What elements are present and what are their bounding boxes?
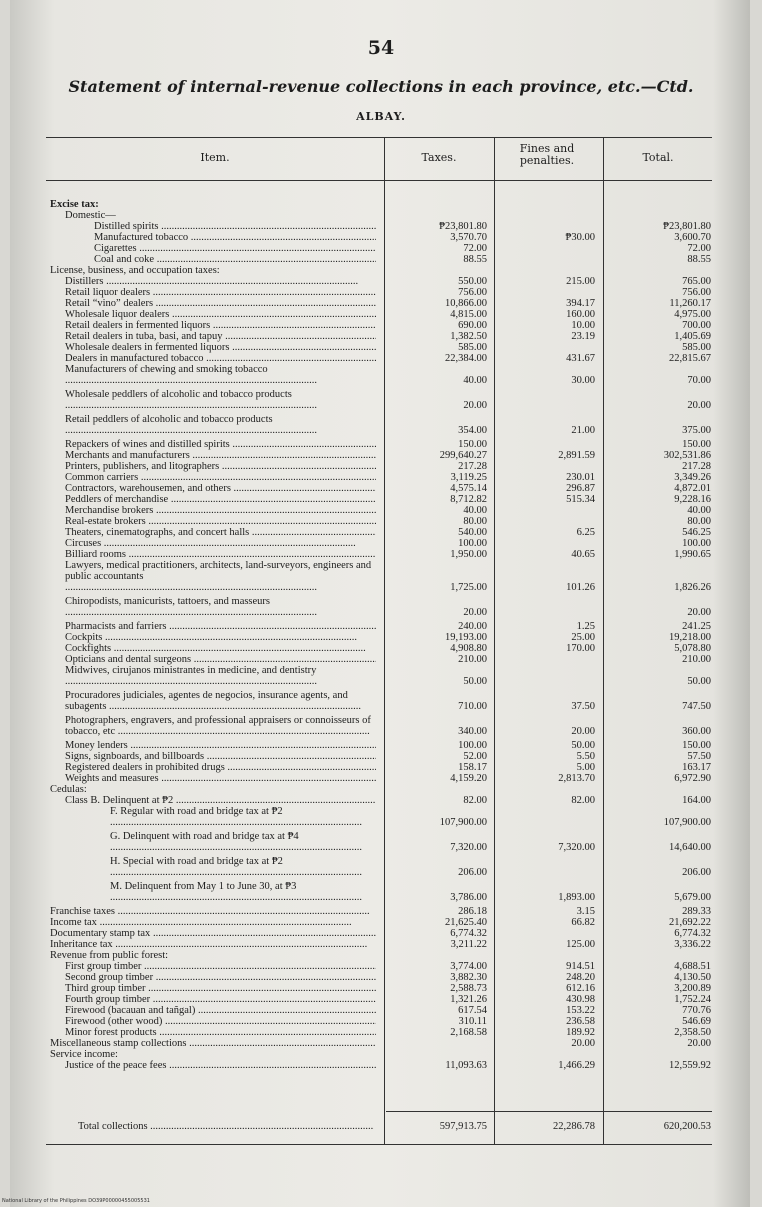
row-total: 4,872.01 — [674, 483, 711, 494]
row-label: Procuradores judiciales, agentes de negocios, insurance agents, and subagents ..... — [65, 690, 376, 712]
row-total: 756.00 — [682, 287, 711, 298]
row-label: Peddlers of merchandise ..... — [65, 494, 376, 505]
row-taxes: 100.00 — [458, 740, 487, 751]
table-row — [0, 740, 762, 751]
row-taxes: 158.17 — [458, 762, 487, 773]
row-fines: 82.00 — [571, 795, 595, 806]
column-header-total: Total. — [642, 151, 674, 164]
row-total: 1,405.69 — [674, 331, 711, 342]
column-header-fines: Fines and penalties. — [519, 142, 575, 167]
table-row — [0, 199, 762, 210]
row-label: Pharmacists and farriers ..... — [65, 621, 376, 632]
row-label: Dealers in manufactured tobacco ..... — [65, 353, 376, 364]
row-total: 1,752.24 — [674, 994, 711, 1005]
row-label: Income tax ..... — [50, 917, 376, 928]
column-header-taxes: Taxes. — [421, 151, 457, 164]
row-taxes: 3,119.25 — [450, 472, 487, 483]
row-fines: 21.00 — [571, 425, 595, 436]
total-label: Total collections ..... — [78, 1121, 374, 1132]
row-fines: 236.58 — [566, 1016, 595, 1027]
table-row — [0, 665, 762, 687]
row-label: Justice of the peace fees ..... — [65, 1060, 376, 1071]
row-fines: 5.50 — [576, 751, 595, 762]
row-fines: 7,320.00 — [558, 842, 595, 853]
table-row — [0, 632, 762, 643]
row-label: Registered dealers in prohibited drugs ..... — [65, 762, 376, 773]
row-fines: 153.22 — [566, 1005, 595, 1016]
row-label: Distillers ..... — [65, 276, 376, 287]
total-taxes: 597,913.75 — [439, 1121, 487, 1132]
row-fines: 296.87 — [566, 483, 595, 494]
row-taxes: 21,625.40 — [445, 917, 487, 928]
row-total: 57.50 — [687, 751, 711, 762]
row-total: 217.28 — [682, 461, 711, 472]
table-row — [0, 389, 762, 411]
row-label: M. Delinquent from May 1 to June 30, at ₱3 ..... — [110, 881, 376, 903]
table-row — [0, 516, 762, 527]
row-fines: 515.34 — [566, 494, 595, 505]
table-row — [0, 762, 762, 773]
row-total: 546.69 — [682, 1016, 711, 1027]
row-total: 72.00 — [687, 243, 711, 254]
row-taxes: 100.00 — [458, 538, 487, 549]
row-total: 20.00 — [687, 400, 711, 411]
row-label: Fourth group timber ..... — [65, 994, 376, 1005]
row-fines: 40.65 — [571, 549, 595, 560]
table-row — [0, 450, 762, 461]
row-total: 19,218.00 — [669, 632, 711, 643]
row-total: 80.00 — [687, 516, 711, 527]
row-fines: 50.00 — [571, 740, 595, 751]
row-fines: 6.25 — [576, 527, 595, 538]
row-total: 546.25 — [682, 527, 711, 538]
row-label: G. Delinquent with road and bridge tax at ₱4 ..... — [110, 831, 376, 853]
row-total: 1,826.26 — [674, 582, 711, 593]
row-label: Merchants and manufacturers ..... — [65, 450, 376, 461]
row-fines: 10.00 — [571, 320, 595, 331]
row-fines: 248.20 — [566, 972, 595, 983]
table-row — [0, 243, 762, 254]
table-row — [0, 1038, 762, 1049]
table-row — [0, 439, 762, 450]
table-row — [0, 353, 762, 364]
row-label: Third group timber ..... — [65, 983, 376, 994]
row-taxes: 217.28 — [458, 461, 487, 472]
row-fines: 430.98 — [566, 994, 595, 1005]
row-taxes: 1,725.00 — [450, 582, 487, 593]
row-label: Manufactured tobacco ..... — [94, 232, 376, 243]
row-taxes: 286.18 — [458, 906, 487, 917]
table-row — [0, 527, 762, 538]
row-label: Midwives, cirujanos ministrantes in medicine, and dentistry ..... — [65, 665, 376, 687]
row-label: Common carriers ..... — [65, 472, 376, 483]
row-fines: ₱30.00 — [565, 232, 595, 243]
row-label: Franchise taxes ..... — [50, 906, 376, 917]
row-total: 3,600.70 — [674, 232, 711, 243]
row-taxes: 7,320.00 — [450, 842, 487, 853]
province-heading: ALBAY. — [356, 110, 406, 123]
row-taxes: 40.00 — [463, 375, 487, 386]
row-total: 20.00 — [687, 1038, 711, 1049]
row-label: Signs, signboards, and billboards ..... — [65, 751, 376, 762]
table-row — [0, 654, 762, 665]
row-taxes: 22,384.00 — [445, 353, 487, 364]
row-label: First group timber ..... — [65, 961, 376, 972]
row-total: 360.00 — [682, 726, 711, 737]
row-label: Documentary stamp tax ..... — [50, 928, 376, 939]
row-taxes: 88.55 — [463, 254, 487, 265]
row-label: Theaters, cinematographs, and concert halls ..... — [65, 527, 376, 538]
row-taxes: 3,882.30 — [450, 972, 487, 983]
table-row — [0, 643, 762, 654]
row-total: 585.00 — [682, 342, 711, 353]
row-taxes: 540.00 — [458, 527, 487, 538]
table-row — [0, 265, 762, 276]
row-label: Wholesale liquor dealers ..... — [65, 309, 376, 320]
row-total: 88.55 — [687, 254, 711, 265]
row-fines: 215.00 — [566, 276, 595, 287]
row-label: Firewood (other wood) ..... — [65, 1016, 376, 1027]
row-taxes: 3,786.00 — [450, 892, 487, 903]
row-total: 150.00 — [682, 740, 711, 751]
table-row — [0, 483, 762, 494]
row-total: 107,900.00 — [663, 817, 711, 828]
row-fines: 2,891.59 — [558, 450, 595, 461]
table-row — [0, 1027, 762, 1038]
row-label: Cockfights ..... — [65, 643, 376, 654]
row-taxes: 19,193.00 — [445, 632, 487, 643]
row-fines: 101.26 — [566, 582, 595, 593]
row-taxes: 340.00 — [458, 726, 487, 737]
table-row — [0, 751, 762, 762]
row-fines: 23.19 — [571, 331, 595, 342]
row-fines: 66.82 — [571, 917, 595, 928]
row-taxes: 82.00 — [463, 795, 487, 806]
row-total: 5,679.00 — [674, 892, 711, 903]
row-total: 14,640.00 — [669, 842, 711, 853]
row-taxes: 585.00 — [458, 342, 487, 353]
scan-footer: National Library of the Philippines DO39P00000455005531 — [2, 1198, 150, 1204]
row-fines: 914.51 — [566, 961, 595, 972]
row-label: Excise tax: — [50, 199, 99, 210]
row-total: 70.00 — [687, 375, 711, 386]
row-taxes: 150.00 — [458, 439, 487, 450]
row-fines: 1.25 — [576, 621, 595, 632]
row-taxes: 4,159.20 — [450, 773, 487, 784]
row-fines: 160.00 — [566, 309, 595, 320]
table-row — [0, 950, 762, 961]
table-row — [0, 994, 762, 1005]
row-label: Real-estate brokers ..... — [65, 516, 376, 527]
row-taxes: 11,093.63 — [445, 1060, 487, 1071]
row-total: 4,688.51 — [674, 961, 711, 972]
row-taxes: 756.00 — [458, 287, 487, 298]
row-total: 4,975.00 — [674, 309, 711, 320]
table-row — [0, 983, 762, 994]
row-label: Retail dealers in fermented liquors ..... — [65, 320, 376, 331]
row-fines: 30.00 — [571, 375, 595, 386]
table-row — [0, 690, 762, 712]
row-taxes: 8,712.82 — [450, 494, 487, 505]
row-taxes: 1,950.00 — [450, 549, 487, 560]
table-row — [0, 320, 762, 331]
row-taxes: ₱23,801.80 — [439, 221, 487, 232]
row-fines: 25.00 — [571, 632, 595, 643]
table-row — [0, 342, 762, 353]
table-row — [0, 1016, 762, 1027]
total-total: 620,200.53 — [663, 1121, 711, 1132]
row-label: Class B. Delinquent at ₱2 ..... — [65, 795, 376, 806]
row-taxes: 299,640.27 — [439, 450, 487, 461]
row-label: Circuses ..... — [65, 538, 376, 549]
table-row — [0, 1060, 762, 1071]
table-row — [0, 560, 762, 593]
row-label: Cedulas: — [50, 784, 87, 795]
row-fines: 394.17 — [566, 298, 595, 309]
row-label: Distilled spirits ..... — [94, 221, 376, 232]
row-label: Printers, publishers, and litographers ..... — [65, 461, 376, 472]
row-taxes: 4,575.14 — [450, 483, 487, 494]
row-taxes: 710.00 — [458, 701, 487, 712]
row-label: Chiropodists, manicurists, tattoers, and masseurs ..... — [65, 596, 376, 618]
table-row — [0, 961, 762, 972]
row-taxes: 206.00 — [458, 867, 487, 878]
row-label: Retail liquor dealers ..... — [65, 287, 376, 298]
table-row — [0, 472, 762, 483]
row-label: Firewood (bacauan and tañgal) ..... — [65, 1005, 376, 1016]
row-total: 765.00 — [682, 276, 711, 287]
page-title: Statement of internal-revenue collections in each province, etc.—Ctd. — [68, 77, 694, 96]
row-label: Billiard rooms ..... — [65, 549, 376, 560]
row-label: Opticians and dental surgeons ..... — [65, 654, 376, 665]
row-fines: 5.00 — [576, 762, 595, 773]
table-row — [0, 494, 762, 505]
table-row — [0, 773, 762, 784]
row-total: 206.00 — [682, 867, 711, 878]
row-label: Service income: — [50, 1049, 118, 1060]
row-taxes: 3,211.22 — [450, 939, 487, 950]
row-label: Merchandise brokers ..... — [65, 505, 376, 516]
row-total: 100.00 — [682, 538, 711, 549]
table-row — [0, 287, 762, 298]
row-total: 150.00 — [682, 439, 711, 450]
row-taxes: 617.54 — [458, 1005, 487, 1016]
row-taxes: 1,382.50 — [450, 331, 487, 342]
row-taxes: 3,570.70 — [450, 232, 487, 243]
row-taxes: 52.00 — [463, 751, 487, 762]
row-total: 4,130.50 — [674, 972, 711, 983]
row-total: 770.76 — [682, 1005, 711, 1016]
row-total: 9,228.16 — [674, 494, 711, 505]
row-taxes: 10,866.00 — [445, 298, 487, 309]
row-taxes: 80.00 — [463, 516, 487, 527]
row-total: 5,078.80 — [674, 643, 711, 654]
table-row — [0, 221, 762, 232]
row-total: 40.00 — [687, 505, 711, 516]
table-row — [0, 1049, 762, 1060]
table-row — [0, 232, 762, 243]
row-total: 164.00 — [682, 795, 711, 806]
row-taxes: 690.00 — [458, 320, 487, 331]
table-row — [0, 795, 762, 806]
row-label: Revenue from public forest: — [50, 950, 169, 961]
row-total: 302,531.86 — [663, 450, 711, 461]
row-fines: 20.00 — [571, 1038, 595, 1049]
row-label: Photographers, engravers, and professional appraisers or connoisseurs of tobacco, etc ..... — [65, 715, 376, 737]
row-total: 163.17 — [682, 762, 711, 773]
table-row — [0, 538, 762, 549]
row-label: Retail dealers in tuba, basi, and tapuy ..... — [65, 331, 376, 342]
table-row — [0, 715, 762, 737]
table-row — [0, 331, 762, 342]
row-taxes: 210.00 — [458, 654, 487, 665]
row-total: 375.00 — [682, 425, 711, 436]
row-label: Wholesale dealers in fermented liquors ..... — [65, 342, 376, 353]
row-fines: 1,466.29 — [558, 1060, 595, 1071]
table-row — [0, 917, 762, 928]
row-fines: 230.01 — [566, 472, 595, 483]
row-fines: 431.67 — [566, 353, 595, 364]
table-row — [0, 276, 762, 287]
row-label: Miscellaneous stamp collections ..... — [50, 1038, 376, 1049]
row-taxes: 240.00 — [458, 621, 487, 632]
row-taxes: 50.00 — [463, 676, 487, 687]
row-fines: 1,893.00 — [558, 892, 595, 903]
row-total: 2,358.50 — [674, 1027, 711, 1038]
row-label: Wholesale peddlers of alcoholic and tobacco products ..... — [65, 389, 376, 411]
table-row — [0, 621, 762, 632]
row-total: 12,559.92 — [669, 1060, 711, 1071]
row-taxes: 354.00 — [458, 425, 487, 436]
table-row — [0, 309, 762, 320]
row-taxes: 1,321.26 — [450, 994, 487, 1005]
row-taxes: 4,815.00 — [450, 309, 487, 320]
row-label: Domestic— — [65, 210, 116, 221]
row-label: Cigarettes ..... — [94, 243, 376, 254]
row-total: 20.00 — [687, 607, 711, 618]
row-label: H. Special with road and bridge tax at ₱2 ..... — [110, 856, 376, 878]
table-row — [0, 856, 762, 878]
row-total: 21,692.22 — [669, 917, 711, 928]
row-label: Retail peddlers of alcoholic and tobacco products ..... — [65, 414, 376, 436]
row-total: 50.00 — [687, 676, 711, 687]
row-taxes: 107,900.00 — [439, 817, 487, 828]
table-row — [0, 972, 762, 983]
row-taxes: 72.00 — [463, 243, 487, 254]
row-total: 22,815.67 — [669, 353, 711, 364]
row-taxes: 2,588.73 — [450, 983, 487, 994]
row-label: Repackers of wines and distilled spirits ..... — [65, 439, 376, 450]
table-row — [0, 596, 762, 618]
table-row — [0, 881, 762, 903]
table-row — [0, 414, 762, 436]
row-total: 6,972.90 — [674, 773, 711, 784]
row-label: Manufacturers of chewing and smoking tobacco ..... — [65, 364, 376, 386]
row-taxes: 310.11 — [458, 1016, 487, 1027]
table-row — [0, 831, 762, 853]
row-label: Coal and coke ..... — [94, 254, 376, 265]
row-label: License, business, and occupation taxes: — [50, 265, 220, 276]
table-row — [0, 906, 762, 917]
table-row — [0, 784, 762, 795]
row-fines: 170.00 — [566, 643, 595, 654]
table-row — [0, 806, 762, 828]
row-taxes: 550.00 — [458, 276, 487, 287]
row-total: 747.50 — [682, 701, 711, 712]
row-total: 3,336.22 — [674, 939, 711, 950]
table-row — [0, 254, 762, 265]
row-total: 3,349.26 — [674, 472, 711, 483]
row-label: Cockpits ..... — [65, 632, 376, 643]
row-taxes: 4,908.80 — [450, 643, 487, 654]
row-total: 289.33 — [682, 906, 711, 917]
row-label: Money lenders ..... — [65, 740, 376, 751]
row-total: 241.25 — [682, 621, 711, 632]
row-total: 1,990.65 — [674, 549, 711, 560]
row-fines: 20.00 — [571, 726, 595, 737]
row-fines: 37.50 — [571, 701, 595, 712]
total-collections-row — [0, 1121, 762, 1133]
table-row — [0, 210, 762, 221]
row-taxes: 20.00 — [463, 607, 487, 618]
page-number: 54 — [367, 37, 395, 59]
table-row — [0, 505, 762, 516]
row-total: 210.00 — [682, 654, 711, 665]
row-total: ₱23,801.80 — [663, 221, 711, 232]
row-total: 6,774.32 — [674, 928, 711, 939]
row-label: Lawyers, medical practitioners, architects, land-surveyors, engineers and public accountants ..... — [65, 560, 376, 593]
row-taxes: 2,168.58 — [450, 1027, 487, 1038]
table-row — [0, 928, 762, 939]
row-label: Inheritance tax ..... — [50, 939, 376, 950]
column-header-item: Item. — [200, 151, 230, 164]
row-fines: 612.16 — [566, 983, 595, 994]
row-fines: 3.15 — [576, 906, 595, 917]
row-taxes: 20.00 — [463, 400, 487, 411]
row-label: Weights and measures ..... — [65, 773, 376, 784]
table-row — [0, 298, 762, 309]
row-fines: 125.00 — [566, 939, 595, 950]
row-label: F. Regular with road and bridge tax at ₱2 ..... — [110, 806, 376, 828]
row-label: Contractors, warehousemen, and others ..... — [65, 483, 376, 494]
row-taxes: 3,774.00 — [450, 961, 487, 972]
row-label: Retail “vino” dealers ..... — [65, 298, 376, 309]
row-total: 3,200.89 — [674, 983, 711, 994]
row-fines: 189.92 — [566, 1027, 595, 1038]
table-row — [0, 549, 762, 560]
row-taxes: 40.00 — [463, 505, 487, 516]
total-fines: 22,286.78 — [553, 1121, 595, 1132]
table-row — [0, 364, 762, 386]
table-row — [0, 939, 762, 950]
row-label: Second group timber ..... — [65, 972, 376, 983]
row-total: 11,260.17 — [669, 298, 711, 309]
row-taxes: 6,774.32 — [450, 928, 487, 939]
row-total: 700.00 — [682, 320, 711, 331]
row-label: Minor forest products ..... — [65, 1027, 376, 1038]
table-row — [0, 1005, 762, 1016]
table-row — [0, 461, 762, 472]
row-fines: 2,813.70 — [558, 773, 595, 784]
